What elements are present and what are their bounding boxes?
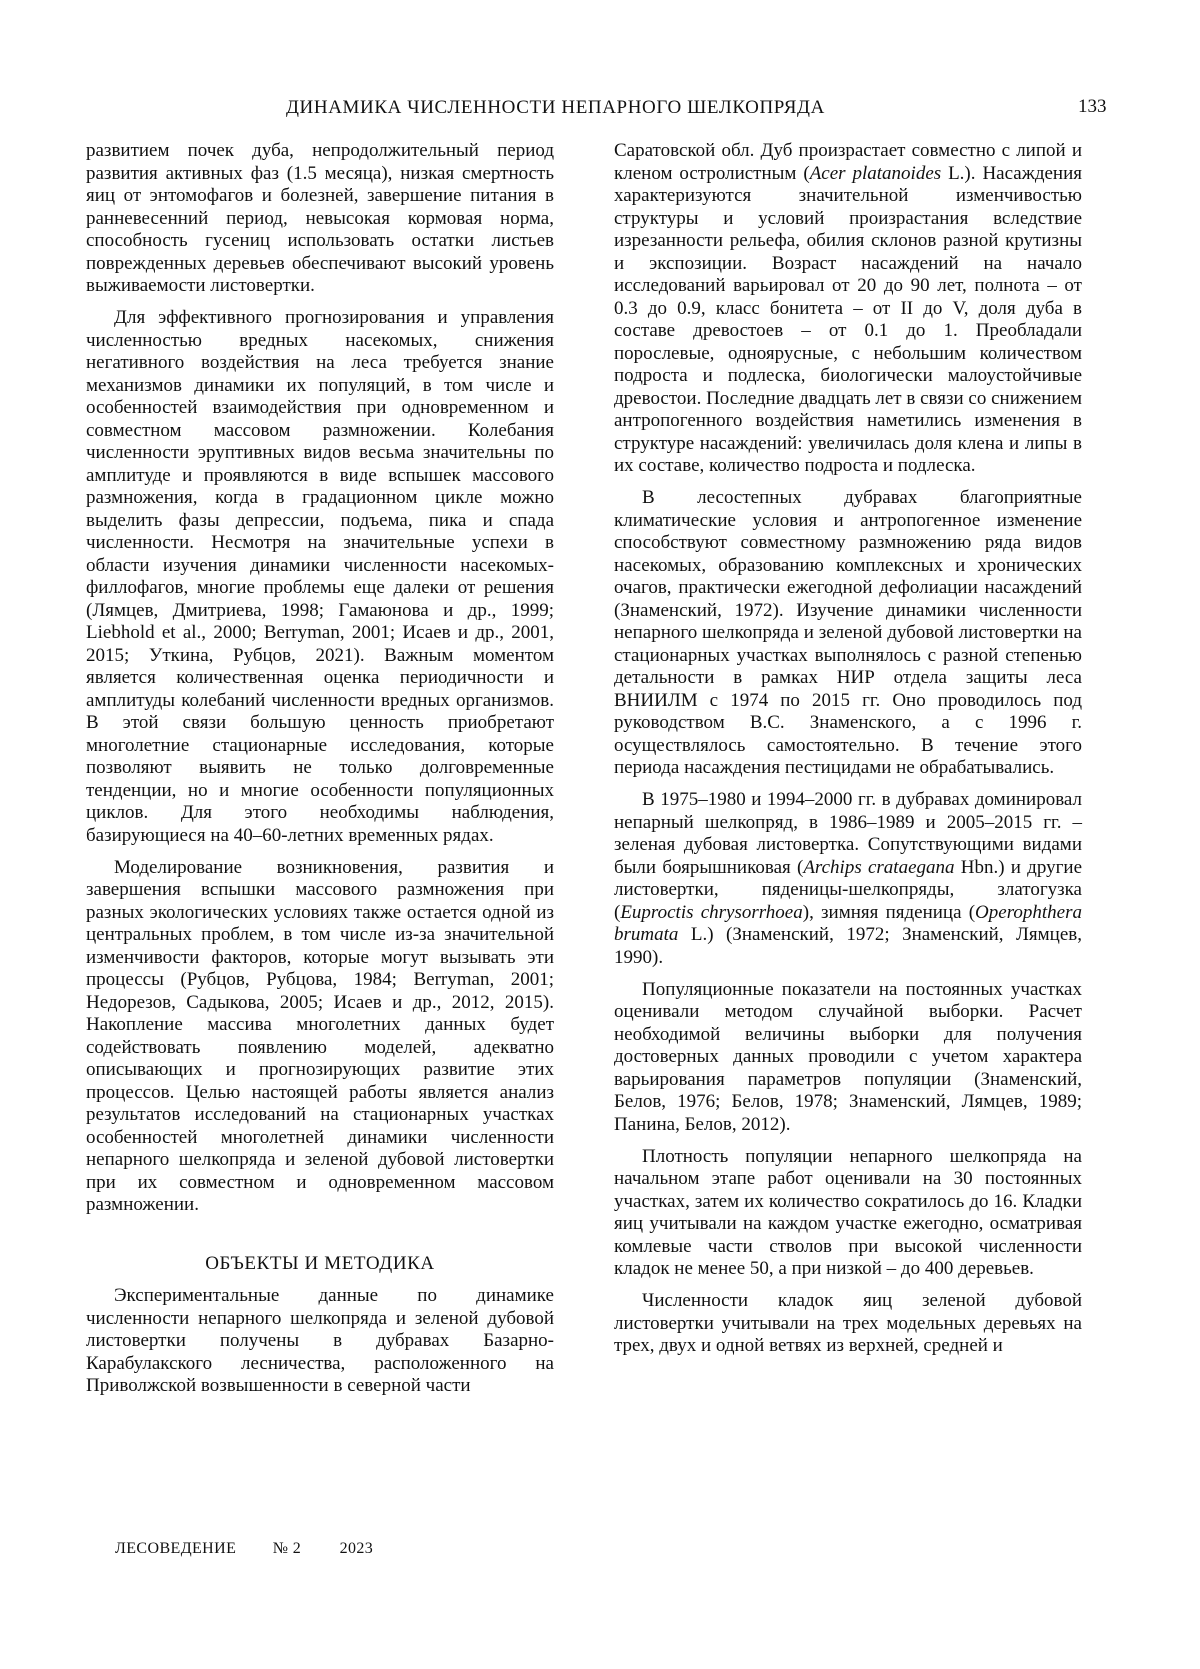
- paragraph: [614, 789, 1082, 969]
- species-name: Archips crataegana: [803, 856, 955, 878]
- running-title: ДИНАМИКА ЧИСЛЕННОСТИ НЕПАРНОГО ШЕЛКОПРЯДА: [286, 97, 825, 118]
- species-name: Acer platanoides: [809, 162, 942, 184]
- page-footer: [115, 1540, 373, 1558]
- paragraph: [614, 140, 1082, 478]
- journal-name: ЛЕСОВЕДЕНИЕ: [115, 1540, 237, 1557]
- text-run: ), зимняя пяденица (: [802, 901, 976, 923]
- issue-year: 2023: [339, 1540, 374, 1557]
- species-name: Euproctis chrysorrhoea: [620, 901, 803, 923]
- paragraph: Численности кладок яиц зеленой дубовой листовертки учитывали на трех модельных деревьях на трех, двух и одной ветвях из верхней, средней и: [614, 1290, 1082, 1356]
- paragraph: развитием почек дуба, непродолжительный период развития активных фаз (1.5 месяца), низкая смертность яиц от энтомофагов и болезней, завершение питания в ранневесенний период, невысокая кормовая норма, способность гусениц использовать остатки листьев поврежденных деревьев обеспечивают высокий уровень выживаемости листовертки.: [86, 140, 554, 296]
- page-number: 133: [1078, 96, 1107, 117]
- text-run: L.) (Знаменский, 1972; Знаменский, Лямцев, 1990).: [614, 924, 1082, 968]
- text-run: L.). Насаждения характеризуются значительной изменчивостью структуры и условий произрастания вследствие изрезанности рельефа, обилия склонов разной крутизны и экспозиции. Возраст насаждений на начало исследований варьировал от 20 до 90 лет, полнота – от 0.3 до 0.9, класс бонитета – от II до V, доля дуба в составе древостоев – от 0.1 до 1. Преобладали порослевые, одноярусные, с небольшим количеством подроста и подлеска, биологически малоустойчивые древостои. Последние двадцать лет в связи со снижением антропогенного воздействия наметились изменения в структуре насаждений: увеличилась доля клена и липы в их составе, количество подроста и подлеска.: [614, 162, 1082, 476]
- species-name: Operophthera brumata: [614, 901, 1082, 945]
- text-run: Hbn.) и другие листовертки, пяденицы-шелкопряды, златогузка (: [614, 856, 1082, 923]
- right-column: [614, 140, 1082, 1367]
- paragraph: Экспериментальные данные по динамике численности непарного шелкопряда и зеленой дубовой листовертки получены в дубравах Базарно-Карабулакского лесничества, расположенного на Приволжской возвышенности в северной части: [86, 1285, 554, 1396]
- text-run: Саратовской обл. Дуб произрастает совместно с липой и кленом остролистным (: [614, 140, 1082, 184]
- paragraph: В лесостепных дубравах благоприятные климатические условия и антропогенное изменение способствуют совместному размножению ряда видов насекомых, образованию комплексных и хронических очагов, практически ежегодной дефолиации насаждений (Знаменский, 1972). Изучение динамики численности непарного шелкопряда и зеленой дубовой листовертки на стационарных участках выполнялось с разной степенью детальности в рамках НИР отдела защиты леса ВНИИЛМ с 1974 по 2015 гг. Оно проводилось под руководством В.С. Знаменского, а с 1996 г. осуществлялось самостоятельно. В течение этого периода насаждения пестицидами не обрабатывались.: [614, 487, 1082, 778]
- left-column: [86, 140, 554, 1407]
- section-title: ОБЪЕКТЫ И МЕТОДИКА: [205, 1252, 435, 1274]
- paragraph: Популяционные показатели на постоянных участках оценивали методом случайной выборки. Расчет необходимой величины выборки для получения достоверных данных проводили с учетом характера варьирования параметров популяции (Знаменский, Белов, 1976; Белов, 1978; Знаменский, Лямцев, 1989; Панина, Белов, 2012).: [614, 978, 1082, 1135]
- paragraph: Плотность популяции непарного шелкопряда на начальном этапе работ оценивали на 30 постоянных участках, затем их количество сократилось до 16. Кладки яиц учитывали на каждом участке ежегодно, осматривая комлевые части стволов при высокой численности кладок не менее 50, а при низкой – до 400 деревьев.: [614, 1145, 1082, 1279]
- paragraph: Моделирование возникновения, развития и завершения вспышки массового размножения при разных экологических условиях также остается одной из центральных проблем, в том числе из-за значительной изменчивости факторов, которые могут вызывать эти процессы (Рубцов, Рубцова, 1984; Berryman, 2001; Недорезов, Садыкова, 2005; Исаев и др., 2012, 2015). Накопление массива многолетних данных будет содействовать появлению моделей, адекватно описывающих и прогнозирующих развитие этих процессов. Целью настоящей работы является анализ результатов исследований на стационарных участках особенностей многолетней динамики численности непарного шелкопряда и зеленой дубовой листовертки при их совместном и одновременном массовом размножении.: [86, 856, 554, 1215]
- text-run: В 1975–1980 и 1994–2000 гг. в дубравах доминировал непарный шелкопряд, в 1986–1989 и 2005–2015 гг. – зеленая дубовая листовертка. Сопутствующими видами были боярышниковая (: [614, 789, 1082, 878]
- paragraph: Для эффективного прогнозирования и управления численностью вредных насекомых, снижения негативного воздействия на леса требуется знание механизмов динамики их популяций, в том числе и особенностей взаимодействия при одновременном и совместном массовом размножении. Колебания численности эруптивных видов весьма значительны по амплитуде и проявляются в виде вспышек массового размножения, когда в градационном цикле можно выделить фазы депрессии, подъема, пика и спада численности. Несмотря на значительные успехи в области изучения динамики численности насекомых-филлофагов, многие проблемы еще далеки от решения (Лямцев, Дмитриева, 1998; Гамаюнова и др., 1999; Liebhold et al., 2000; Berryman, 2001; Исаев и др., 2001, 2015; Уткина, Рубцов, 2021). Важным моментом является количественная оценка периодичности и амплитуды колебаний численности вредных организмов. В этой связи большую ценность приобретают многолетние стационарные исследования, которые позволяют выявить не только долговременные тенденции, но и многие особенности популяционных циклов. Для этого необходимы наблюдения, базирующиеся на 40–60-летних временных рядах.: [86, 307, 554, 846]
- issue-number: № 2: [272, 1540, 302, 1557]
